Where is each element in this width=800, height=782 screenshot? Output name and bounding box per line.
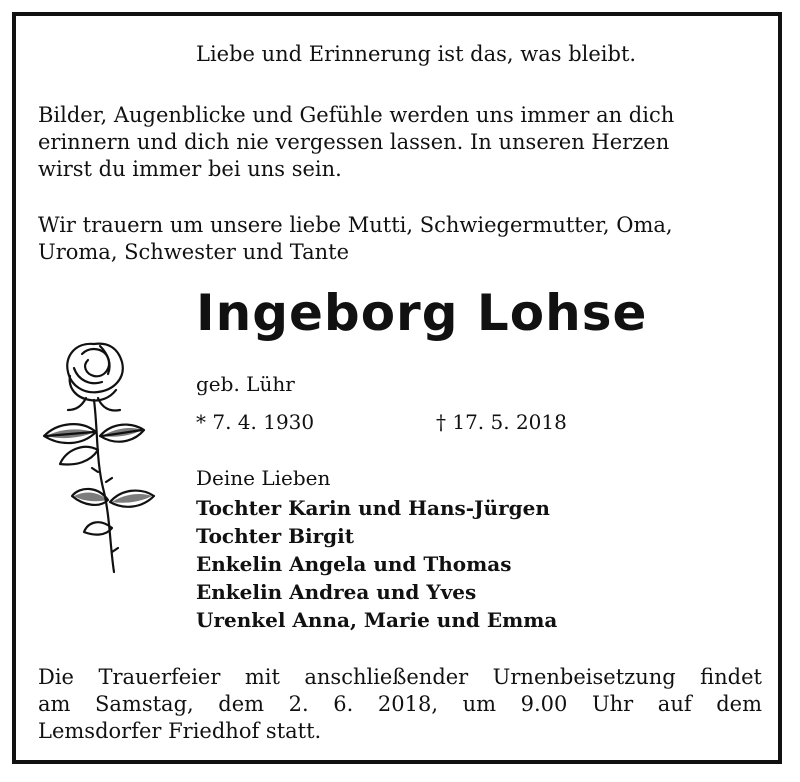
text-line: Wir trauern um unsere liebe Mutti, Schwiegermutter, Oma, (38, 213, 673, 237)
text-line: Bilder, Augenblicke und Gefühle werden uns immer an dich (38, 103, 675, 127)
birth-name: geb. Lühr (196, 372, 295, 396)
loved-ones-title: Deine Lieben (196, 466, 331, 490)
loved-ones-list (196, 494, 557, 634)
death-date: † 17. 5. 2018 (436, 410, 567, 434)
text-line: am Samstag, dem 2. 6. 2018, um 9.00 Uhr auf dem (38, 692, 762, 716)
motto: Liebe und Erinnerung ist das, was bleibt. (196, 42, 637, 66)
text-line: Lemsdorfer Friedhof statt. (38, 719, 322, 743)
list-item: Enkelin Andrea und Yves (196, 580, 477, 604)
text-line: Die Trauerfeier mit anschließender Urnenbeisetzung findet (38, 665, 762, 689)
paragraph-memories (38, 102, 674, 183)
list-item: Enkelin Angela und Thomas (196, 552, 512, 576)
paragraph-mourning (38, 212, 673, 266)
list-item: Urenkel Anna, Marie und Emma (196, 608, 558, 632)
deceased-name: Ingeborg Lohse (196, 284, 648, 342)
text-line: erinnern und dich nie vergessen lassen. In unseren Herzen (38, 130, 670, 154)
list-item: Tochter Birgit (196, 524, 354, 548)
text-line: wirst du immer bei uns sein. (38, 157, 342, 181)
list-item: Tochter Karin und Hans-Jürgen (196, 496, 550, 520)
text-line: Uroma, Schwester und Tante (38, 240, 350, 264)
funeral-notice (38, 664, 762, 745)
birth-date: * 7. 4. 1930 (196, 410, 315, 434)
rose-icon (38, 332, 168, 582)
